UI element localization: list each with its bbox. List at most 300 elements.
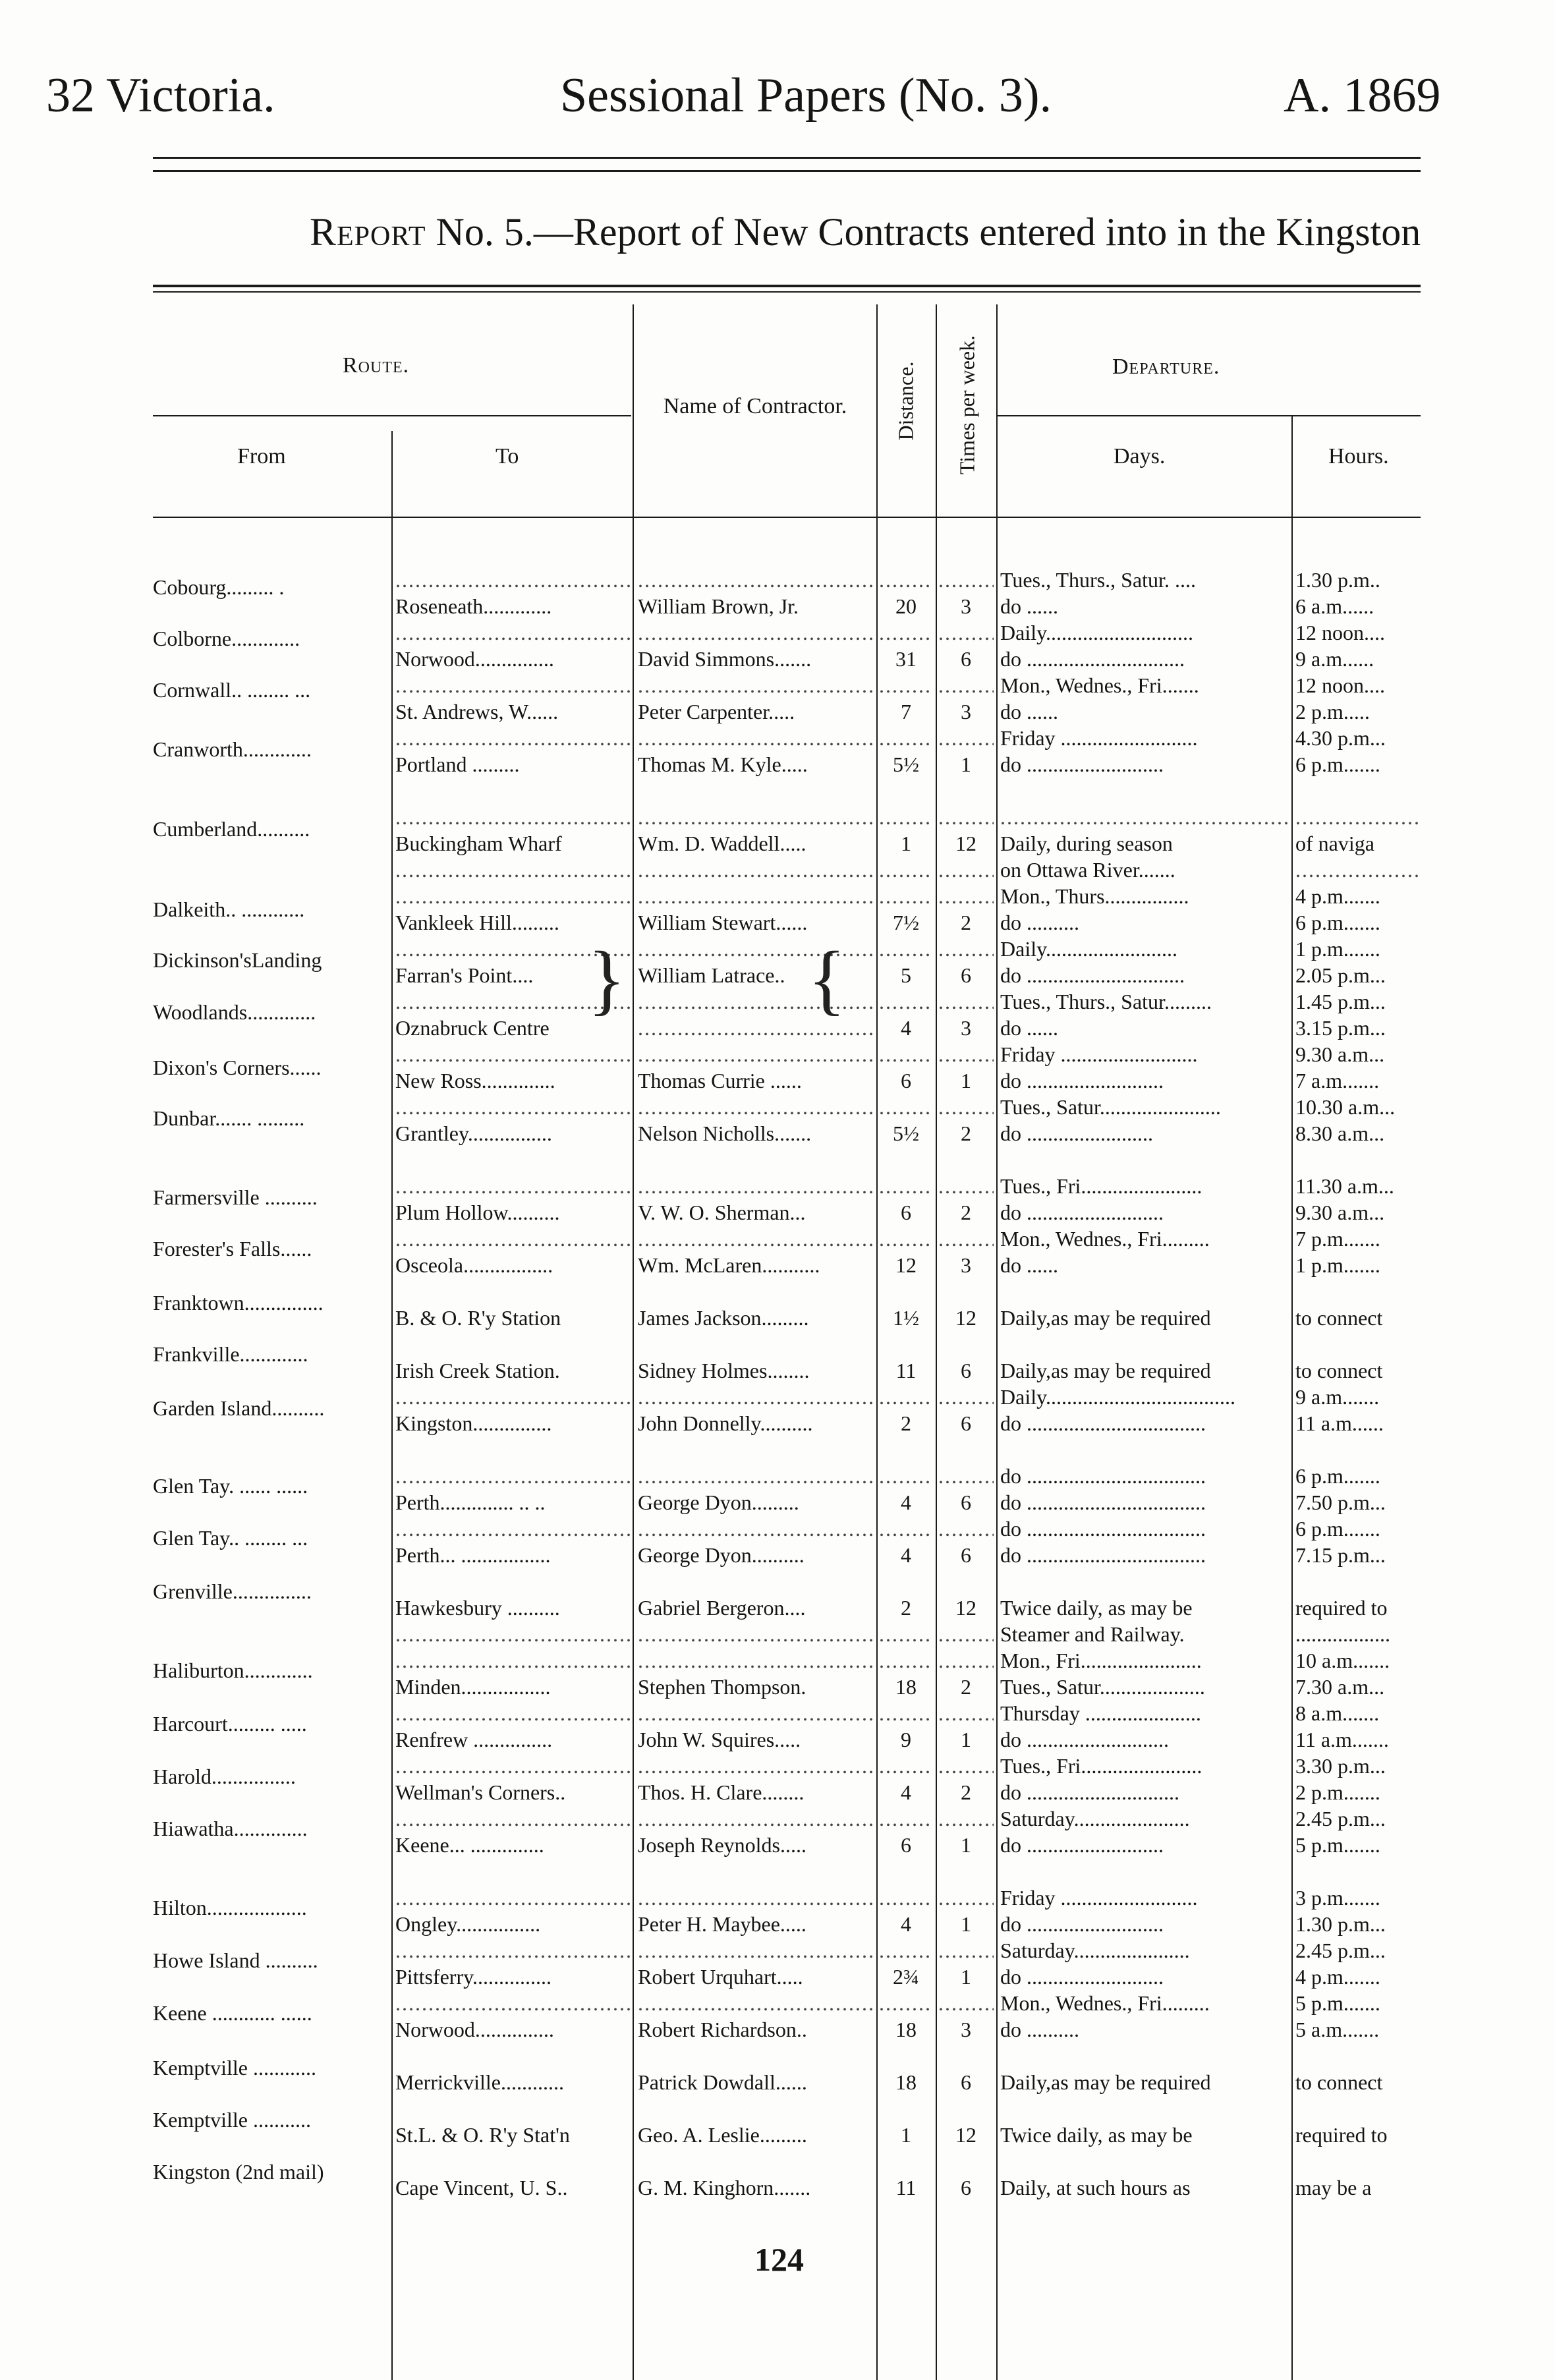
cell-days: do .................................. (1000, 1411, 1206, 1435)
cell-to: Hawkesbury .......... (395, 1596, 560, 1620)
cell-distance: 4 (901, 1016, 911, 1040)
cell-hours: 6 p.m....... (1295, 1517, 1380, 1541)
cell-days: do ...... (1000, 594, 1058, 618)
table-row (0, 2174, 1555, 2201)
table-row (0, 804, 1555, 830)
header-session: 32 Victoria. (46, 69, 275, 123)
cell-distance: 18 (895, 2018, 917, 2041)
cell-hours: 12 noon.... (1295, 673, 1385, 697)
cell-distance: 2¾ (893, 1965, 919, 1989)
cell-to-leader (395, 1463, 630, 1489)
cell-times: 12 (955, 2123, 976, 2147)
from-place: Woodlands............. (153, 1000, 316, 1024)
cell-to: New Ross.............. (395, 1069, 555, 1092)
cell-to-leader (395, 725, 630, 751)
table-row (0, 1410, 1555, 1436)
cell-days: Tues., Thurs., Satur. .... (1000, 568, 1196, 592)
cell-to: Norwood............... (395, 2018, 554, 2041)
report-title: Report No. 5.—Report of New Contracts entered into in the Kingston (310, 210, 1421, 254)
cell-times: 3 (961, 1016, 971, 1040)
cell-hours: 7.30 a.m... (1295, 1675, 1385, 1699)
table-row (0, 1964, 1555, 1990)
cell-to-leader (395, 1990, 630, 2016)
cell-distance: 4 (901, 1912, 911, 1936)
cell-hours: 4.30 p.m... (1295, 726, 1386, 750)
cell-to: Perth.............. .. .. (395, 1490, 546, 1514)
cell-days: Tues., Fri....................... (1000, 1754, 1202, 1778)
table-row (0, 1226, 1555, 1252)
cell-to: Ongley................ (395, 1912, 541, 1936)
cell-days: Mon., Wednes., Fri....... (1000, 673, 1199, 697)
from-place: Glen Tay. ...... ...... (153, 1474, 308, 1498)
table-row (0, 1173, 1555, 1199)
cell-to-leader (395, 1173, 630, 1199)
cell-times: 6 (961, 1359, 971, 1382)
cell-hours: 6 p.m....... (1295, 752, 1380, 776)
table-row (0, 1252, 1555, 1278)
cell-contractor: Robert Urquhart..... (638, 1965, 803, 1989)
cell-contractor-leader (638, 857, 874, 883)
table-row (0, 1726, 1555, 1753)
cell-times-leader (938, 1805, 994, 1832)
cell-to: Irish Creek Station. (395, 1359, 560, 1382)
table-row (0, 962, 1555, 988)
departure-header-rule (998, 415, 1421, 416)
cell-to: Norwood............... (395, 647, 554, 671)
cell-distance-leader (879, 1805, 933, 1832)
cell-distance-leader (879, 936, 933, 962)
cell-contractor-leader (638, 1700, 874, 1726)
cell-to: Pittsferry............... (395, 1965, 552, 1989)
cell-days: Twice daily, as may be (1000, 2123, 1193, 2147)
table-row (0, 725, 1555, 751)
cell-to: Roseneath............. (395, 594, 552, 618)
table-row (0, 883, 1555, 909)
cell-days: do .......................... (1000, 1965, 1164, 1989)
cell-contractor-leader (638, 1094, 874, 1120)
cell-days: do ........................ (1000, 1121, 1153, 1145)
cell-distance-leader (879, 1516, 933, 1542)
cell-hours: 6 a.m...... (1295, 594, 1374, 618)
cell-days: do .................................. (1000, 1464, 1206, 1488)
cell-hours: 9.30 a.m... (1295, 1042, 1385, 1066)
cell-distance-leader (879, 1173, 933, 1199)
cell-days: Daily.................................... (1000, 1385, 1236, 1409)
cell-contractor: V. W. O. Sherman... (638, 1201, 806, 1224)
from-place: Farmersville .......... (153, 1185, 318, 1209)
table-row (0, 1015, 1555, 1041)
cell-hours: 1.30 p.m.. (1295, 568, 1380, 592)
from-place: Hilton................... (153, 1896, 307, 1919)
from-place: Colborne............. (153, 627, 300, 650)
cell-hours: 4 p.m....... (1295, 1965, 1380, 1989)
cell-times-leader (938, 1884, 994, 1911)
cell-contractor: Peter H. Maybee..... (638, 1912, 806, 1936)
cell-days: Daily......................... (1000, 937, 1178, 961)
cell-contractor-leader (638, 1805, 874, 1832)
cell-days: do .............................. (1000, 963, 1185, 987)
cell-contractor-leader (638, 1884, 874, 1911)
cell-contractor: William Latrace.. (638, 963, 785, 987)
cell-times: 1 (961, 1912, 971, 1936)
cell-contractor: John W. Squires..... (638, 1728, 801, 1751)
cell-days: Tues., Thurs., Satur......... (1000, 990, 1212, 1013)
table-row (0, 1384, 1555, 1410)
cell-hours: 2 p.m..... (1295, 700, 1370, 723)
cell-to: Osceola................. (395, 1253, 553, 1277)
cell-distance: 7½ (893, 911, 919, 934)
cell-distance-leader (879, 1384, 933, 1410)
cell-distance-leader (879, 725, 933, 751)
cell-distance: 1½ (893, 1306, 919, 1330)
cell-contractor: Thomas Currie ...... (638, 1069, 802, 1092)
table-row (0, 619, 1555, 646)
from-place: Kingston (2nd mail) (153, 2160, 324, 2184)
cell-times: 6 (961, 1543, 971, 1567)
cell-hours: 3 p.m....... (1295, 1886, 1380, 1910)
cell-distance: 9 (901, 1728, 911, 1751)
table-row (0, 1937, 1555, 1964)
cell-contractor: William Brown, Jr. (638, 594, 799, 618)
from-place: Franktown............... (153, 1291, 324, 1315)
cell-hours: 5 p.m....... (1295, 1991, 1380, 2015)
table-row (0, 593, 1555, 619)
from-place: Dickinson'sLanding (153, 948, 322, 972)
from-place: Cumberland.......... (153, 817, 310, 841)
cell-times: 6 (961, 2176, 971, 2199)
from-place: Harold................ (153, 1765, 296, 1788)
table-row (0, 1884, 1555, 1911)
cell-contractor: James Jackson......... (638, 1306, 809, 1330)
cell-distance: 6 (901, 1069, 911, 1092)
header-departure: Departure. (1112, 354, 1220, 379)
from-place: Cornwall.. ........ ... (153, 678, 311, 702)
table-row (0, 1911, 1555, 1937)
from-place: Kemptville ........... (153, 2108, 311, 2132)
cell-times-leader (938, 1990, 994, 2016)
cell-to: St. Andrews, W...... (395, 700, 559, 723)
cell-contractor: Gabriel Bergeron.... (638, 1596, 806, 1620)
cell-hours: 6 p.m....... (1295, 1464, 1380, 1488)
cell-hours: 2.05 p.m... (1295, 963, 1386, 987)
table-row (0, 857, 1555, 883)
cell-times-leader (938, 1700, 994, 1726)
cell-contractor: Wm. McLaren........... (638, 1253, 820, 1277)
cell-days: Tues., Satur.................... (1000, 1675, 1205, 1699)
cell-to: Kingston............... (395, 1411, 552, 1435)
cell-to: Plum Hollow.......... (395, 1201, 560, 1224)
cell-distance-leader (879, 1884, 933, 1911)
cell-distance-leader (879, 1094, 933, 1120)
cell-contractor: Geo. A. Leslie......... (638, 2123, 807, 2147)
header-distance: Distance. (893, 361, 918, 441)
cell-times-leader (938, 1753, 994, 1779)
cell-distance-leader (879, 672, 933, 698)
cell-contractor-leader (638, 1647, 874, 1674)
cell-times-leader (938, 1621, 994, 1647)
table-row (0, 1463, 1555, 1489)
cell-times-leader (938, 725, 994, 751)
cell-days: Mon., Wednes., Fri......... (1000, 1227, 1210, 1251)
cell-distance: 2 (901, 1411, 911, 1435)
cell-hours: 12 noon.... (1295, 621, 1385, 644)
cell-distance: 12 (895, 1253, 917, 1277)
cell-contractor-leader (638, 1990, 874, 2016)
cell-days: do .......................... (1000, 1069, 1164, 1092)
cell-to: Cape Vincent, U. S.. (395, 2176, 568, 2199)
cell-times: 2 (961, 1780, 971, 1804)
cell-days: do ...... (1000, 700, 1058, 723)
table-row (0, 1647, 1555, 1674)
cell-distance: 7 (901, 700, 911, 723)
cell-hours-leader (1295, 804, 1421, 830)
from-place: Cranworth............. (153, 737, 312, 761)
cell-times-leader (938, 1516, 994, 1542)
cell-contractor: Peter Carpenter..... (638, 700, 795, 723)
cell-distance: 20 (895, 594, 917, 618)
table-top-rule (153, 291, 1421, 293)
table-row (0, 646, 1555, 672)
table-row (0, 1674, 1555, 1700)
cell-contractor: William Stewart...... (638, 911, 808, 934)
header-year: A. 1869 (1284, 69, 1441, 123)
cell-to: St.L. & O. R'y Stat'n (395, 2123, 570, 2147)
cell-distance-leader (879, 857, 933, 883)
cell-hours: 8 a.m....... (1295, 1701, 1380, 1725)
cell-distance-leader (879, 1753, 933, 1779)
from-place: Dalkeith.. ............ (153, 897, 305, 921)
table-row (0, 1832, 1555, 1858)
header-hours: Hours. (1328, 444, 1389, 468)
cell-distance-leader (879, 1463, 933, 1489)
cell-times: 6 (961, 1490, 971, 1514)
cell-contractor-leader (638, 619, 874, 646)
cell-times: 2 (961, 1201, 971, 1224)
cell-days: on Ottawa River....... (1000, 858, 1175, 882)
table-row (0, 1067, 1555, 1094)
cell-contractor-leader (638, 1041, 874, 1067)
cell-hours: to connect (1295, 1306, 1383, 1330)
cell-distance-leader (879, 1990, 933, 2016)
from-place: Haliburton............. (153, 1658, 313, 1682)
cell-hours: .................. (1295, 1622, 1390, 1646)
cell-distance-leader (879, 804, 933, 830)
cell-days: Tues., Fri....................... (1000, 1174, 1202, 1198)
cell-hours: 9 a.m....... (1295, 1385, 1380, 1409)
cell-to-leader (395, 804, 630, 830)
cell-to: B. & O. R'y Station (395, 1306, 561, 1330)
cell-contractor: George Dyon......... (638, 1490, 799, 1514)
cell-days: do .................................. (1000, 1517, 1206, 1541)
table-row (0, 1595, 1555, 1621)
cell-times: 3 (961, 2018, 971, 2041)
cell-contractor: Joseph Reynolds..... (638, 1833, 806, 1857)
cell-distance: 4 (901, 1490, 911, 1514)
cell-hours: 2.45 p.m... (1295, 1939, 1386, 1962)
cell-days: Daily,as may be required (1000, 1306, 1211, 1330)
cell-contractor-leader (638, 567, 874, 593)
from-place: Keene ............ ...... (153, 2001, 312, 2025)
table-row (0, 830, 1555, 857)
cell-distance-leader (879, 1041, 933, 1067)
cell-to: Renfrew ............... (395, 1728, 553, 1751)
cell-hours: may be a (1295, 2176, 1372, 2199)
header-times-per-week: Times per week. (955, 335, 979, 475)
cell-days: Friday .......................... (1000, 1042, 1198, 1066)
cell-hours: required to (1295, 1596, 1388, 1620)
cell-times: 2 (961, 1675, 971, 1699)
cell-times: 3 (961, 1253, 971, 1277)
table-row (0, 909, 1555, 936)
from-place: Harcourt......... ..... (153, 1712, 307, 1736)
cell-to-leader (395, 857, 630, 883)
cell-contractor-leader (638, 1384, 874, 1410)
cell-distance-leader (879, 1700, 933, 1726)
table-row (0, 698, 1555, 725)
cell-times: 6 (961, 1411, 971, 1435)
cell-times-leader (938, 1173, 994, 1199)
cell-distance: 18 (895, 1675, 917, 1699)
cell-distance-leader (879, 1226, 933, 1252)
cell-to: Buckingham Wharf (395, 832, 562, 855)
cell-days: Steamer and Railway. (1000, 1622, 1185, 1646)
cell-hours: 7.50 p.m... (1295, 1490, 1386, 1514)
cell-contractor: David Simmons....... (638, 647, 812, 671)
cell-days: do ............................. (1000, 1780, 1179, 1804)
cell-days: do .......... (1000, 2018, 1079, 2041)
cell-days: Thursday ...................... (1000, 1701, 1201, 1725)
cell-contractor: Nelson Nicholls....... (638, 1121, 812, 1145)
cell-hours: 2.45 p.m... (1295, 1807, 1386, 1830)
table-row (0, 567, 1555, 593)
cell-to-leader (395, 567, 630, 593)
cell-hours: to connect (1295, 1359, 1383, 1382)
table-row (0, 1094, 1555, 1120)
cell-hours: 11.30 a.m... (1295, 1174, 1394, 1198)
table-row (0, 1621, 1555, 1647)
cell-days: Friday .......................... (1000, 1886, 1198, 1910)
cell-distance: 11 (895, 2176, 917, 2199)
cell-to: Portland ......... (395, 752, 520, 776)
cell-times: 12 (955, 1596, 976, 1620)
cell-contractor-leader (638, 883, 874, 909)
cell-times: 6 (961, 647, 971, 671)
cell-contractor-leader (638, 1173, 874, 1199)
cell-contractor-leader (638, 1226, 874, 1252)
cell-distance: 2 (901, 1596, 911, 1620)
column-header-bottom-rule (153, 517, 1421, 518)
header-title: Sessional Papers (No. 3). (560, 69, 1052, 123)
cell-hours-leader (1295, 857, 1421, 883)
cell-contractor-leader (638, 1516, 874, 1542)
table-row (0, 1120, 1555, 1147)
cell-contractor-leader (638, 725, 874, 751)
cell-distance: 5½ (893, 752, 919, 776)
cell-distance: 5 (901, 963, 911, 987)
cell-hours: 8.30 a.m... (1295, 1121, 1385, 1145)
from-place: Dixon's Corners...... (153, 1056, 322, 1079)
cell-times-leader (938, 883, 994, 909)
cell-distance: 31 (895, 647, 917, 671)
cell-times-leader (938, 1463, 994, 1489)
cell-distance-leader (879, 1647, 933, 1674)
cell-times-leader (938, 567, 994, 593)
cell-contractor: Robert Richardson.. (638, 2018, 807, 2041)
cell-distance-leader (879, 567, 933, 593)
cell-distance: 4 (901, 1780, 911, 1804)
cell-contractor: Thomas M. Kyle..... (638, 752, 808, 776)
cell-times-leader (938, 988, 994, 1015)
cell-times-leader (938, 804, 994, 830)
cell-hours: 10.30 a.m... (1295, 1095, 1396, 1119)
table-row (0, 2069, 1555, 2095)
table-row (0, 751, 1555, 778)
cell-distance-leader (879, 988, 933, 1015)
cell-hours: 7.15 p.m... (1295, 1543, 1386, 1567)
cell-to-leader (395, 883, 630, 909)
cell-to-leader (395, 1700, 630, 1726)
cell-times-leader (938, 857, 994, 883)
cell-distance: 6 (901, 1833, 911, 1857)
cell-contractor-leader (638, 1753, 874, 1779)
cell-times: 3 (961, 700, 971, 723)
from-place: Forester's Falls...... (153, 1237, 312, 1261)
cell-days: Mon., Wednes., Fri......... (1000, 1991, 1210, 2015)
cell-times: 1 (961, 1728, 971, 1751)
cell-to-leader (395, 1647, 630, 1674)
table-row (0, 1753, 1555, 1779)
table-row (0, 1041, 1555, 1067)
header-rule (153, 170, 1421, 172)
cell-times: 12 (955, 1306, 976, 1330)
cell-contractor-leader (638, 672, 874, 698)
cell-days: Saturday...................... (1000, 1807, 1190, 1830)
cell-times-leader (938, 1647, 994, 1674)
cell-contractor: George Dyon.......... (638, 1543, 805, 1567)
cell-days: Saturday...................... (1000, 1939, 1190, 1962)
cell-contractor: Patrick Dowdall...... (638, 2070, 807, 2094)
table-row (0, 1489, 1555, 1516)
cell-days: do .......... (1000, 911, 1079, 934)
cell-distance-leader (879, 883, 933, 909)
cell-to-leader (395, 1041, 630, 1067)
cell-hours: 7 p.m....... (1295, 1227, 1380, 1251)
cell-times-leader (938, 1226, 994, 1252)
cell-distance-leader (879, 1937, 933, 1964)
from-place: Cobourg......... . (153, 575, 285, 599)
table-row (0, 2016, 1555, 2043)
from-place: Frankville............. (153, 1342, 308, 1366)
cell-contractor-leader (638, 1621, 874, 1647)
cell-distance: 6 (901, 1201, 911, 1224)
cell-hours: 3.15 p.m... (1295, 1016, 1386, 1040)
cell-times: 6 (961, 963, 971, 987)
cell-contractor: John Donnelly.......... (638, 1411, 813, 1435)
cell-days: do .............................. (1000, 647, 1185, 671)
cell-hours: 1.30 p.m... (1295, 1912, 1386, 1936)
cell-hours: 4 p.m....... (1295, 884, 1380, 908)
header-rule (153, 157, 1421, 159)
cell-days: do ...... (1000, 1016, 1058, 1040)
cell-contractor: G. M. Kinghorn....... (638, 2176, 811, 2199)
cell-contractor: Wm. D. Waddell..... (638, 832, 806, 855)
cell-times: 2 (961, 911, 971, 934)
header-days: Days. (1114, 444, 1166, 468)
cell-to-leader (395, 1805, 630, 1832)
cell-times-leader (938, 619, 994, 646)
cell-times-leader (938, 672, 994, 698)
cell-to: Wellman's Corners.. (395, 1780, 566, 1804)
